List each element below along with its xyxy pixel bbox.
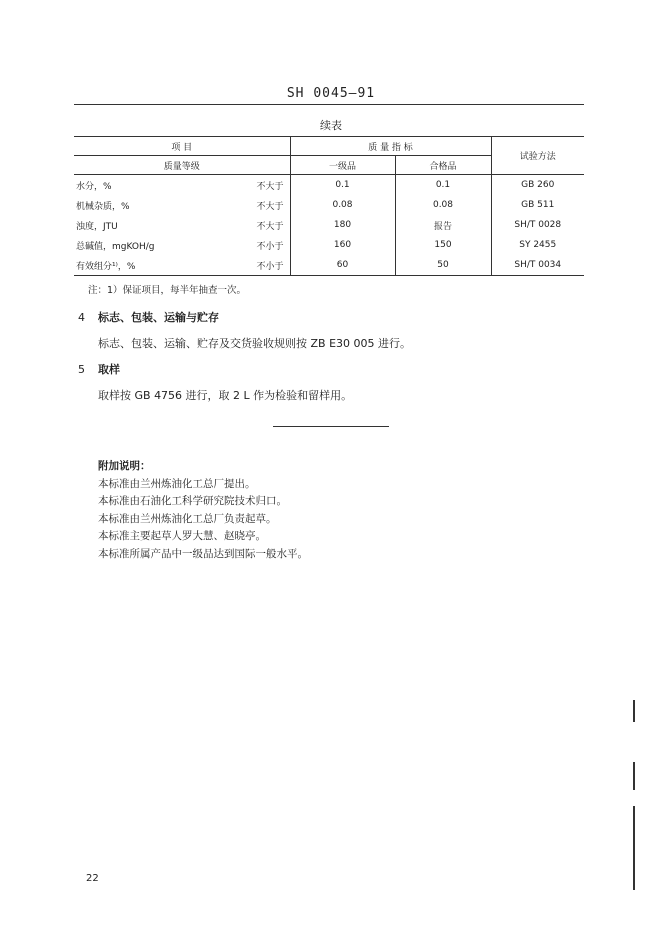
scan-edge-mark <box>633 806 635 890</box>
value-qualified: 150 <box>395 235 491 255</box>
value-qualified: 50 <box>395 255 491 276</box>
value-qualified: 0.08 <box>395 195 491 215</box>
separator-rule <box>273 426 389 427</box>
table-caption: 续表 <box>320 119 342 132</box>
table-row <box>74 235 584 255</box>
header-test-method: 试验方法 <box>491 137 584 175</box>
value-first: 60 <box>290 255 395 276</box>
item-limit: 不大于 <box>224 175 290 196</box>
additional-notes-title: 附加说明： <box>98 460 151 472</box>
header-rule <box>74 104 584 105</box>
page-number: 22 <box>86 873 99 884</box>
quality-spec-table <box>74 136 584 276</box>
header-quality-index: 质 量 指 标 <box>290 137 491 156</box>
test-method: SH/T 0034 <box>491 255 584 276</box>
section-5-heading <box>78 361 120 377</box>
section-4-title: 标志、包装、运输与贮存 <box>98 311 219 324</box>
section-4-number: 4 <box>78 311 85 324</box>
item-name: 机械杂质，% <box>76 201 130 212</box>
additional-note-line: 本标准主要起草人罗大慧、赵晓亭。 <box>98 530 266 542</box>
additional-notes <box>98 458 308 563</box>
item-name: 有效组分¹⁾，% <box>74 255 224 276</box>
additional-note-line: 本标准由兰州炼油化工总厂提出。 <box>98 477 256 490</box>
table-row <box>74 175 584 196</box>
test-method: GB 511 <box>521 200 555 210</box>
value-qualified: 报告 <box>395 215 491 235</box>
scan-edge-mark <box>633 762 635 790</box>
header-grade-first: 一级品 <box>290 156 395 175</box>
section-4-text: 标志、包装、运输、贮存及交货验收规则按 ZB E30 005 进行。 <box>98 337 412 350</box>
item-name: 总碱值，mgKOH/g <box>76 241 155 252</box>
value-first: 0.08 <box>290 195 395 215</box>
section-4-heading <box>78 309 219 325</box>
table-footnote: 注：1）保证项目，每半年抽查一次。 <box>88 285 247 296</box>
section-5-number: 5 <box>78 363 85 376</box>
test-method: SH/T 0028 <box>514 220 562 230</box>
value-qualified: 0.1 <box>395 175 491 196</box>
value-first: 160 <box>290 235 395 255</box>
item-name: 水分，% <box>76 181 112 192</box>
additional-note-line: 本标准所属产品中一级品达到国际一般水平。 <box>98 547 308 560</box>
header-item: 项 目 <box>74 137 290 156</box>
test-method: SY 2455 <box>519 240 557 250</box>
table-row <box>74 215 584 235</box>
value-first: 0.1 <box>290 175 395 196</box>
section-5-title: 取样 <box>98 363 120 376</box>
item-limit: 不大于 <box>224 195 290 215</box>
item-name: 浊度，JTU <box>76 221 118 232</box>
header-quality-grade: 质量等级 <box>74 156 290 175</box>
additional-note-line: 本标准由兰州炼油化工总厂负责起草。 <box>98 512 277 525</box>
standard-code: SH 0045—91 <box>286 86 376 101</box>
table-row <box>74 195 584 215</box>
value-first: 180 <box>290 215 395 235</box>
header-grade-qualified: 合格品 <box>395 156 491 175</box>
test-method: GB 260 <box>521 180 555 190</box>
additional-note-line: 本标准由石油化工科学研究院技术归口。 <box>98 495 287 507</box>
item-limit: 不大于 <box>224 215 290 235</box>
table-header-row <box>74 137 584 156</box>
scan-edge-mark <box>633 700 635 722</box>
table-row <box>74 255 584 276</box>
section-5-text: 取样按 GB 4756 进行，取 2 L 作为检验和留样用。 <box>98 389 353 402</box>
item-limit: 不小于 <box>224 255 290 276</box>
item-limit: 不小于 <box>224 235 290 255</box>
